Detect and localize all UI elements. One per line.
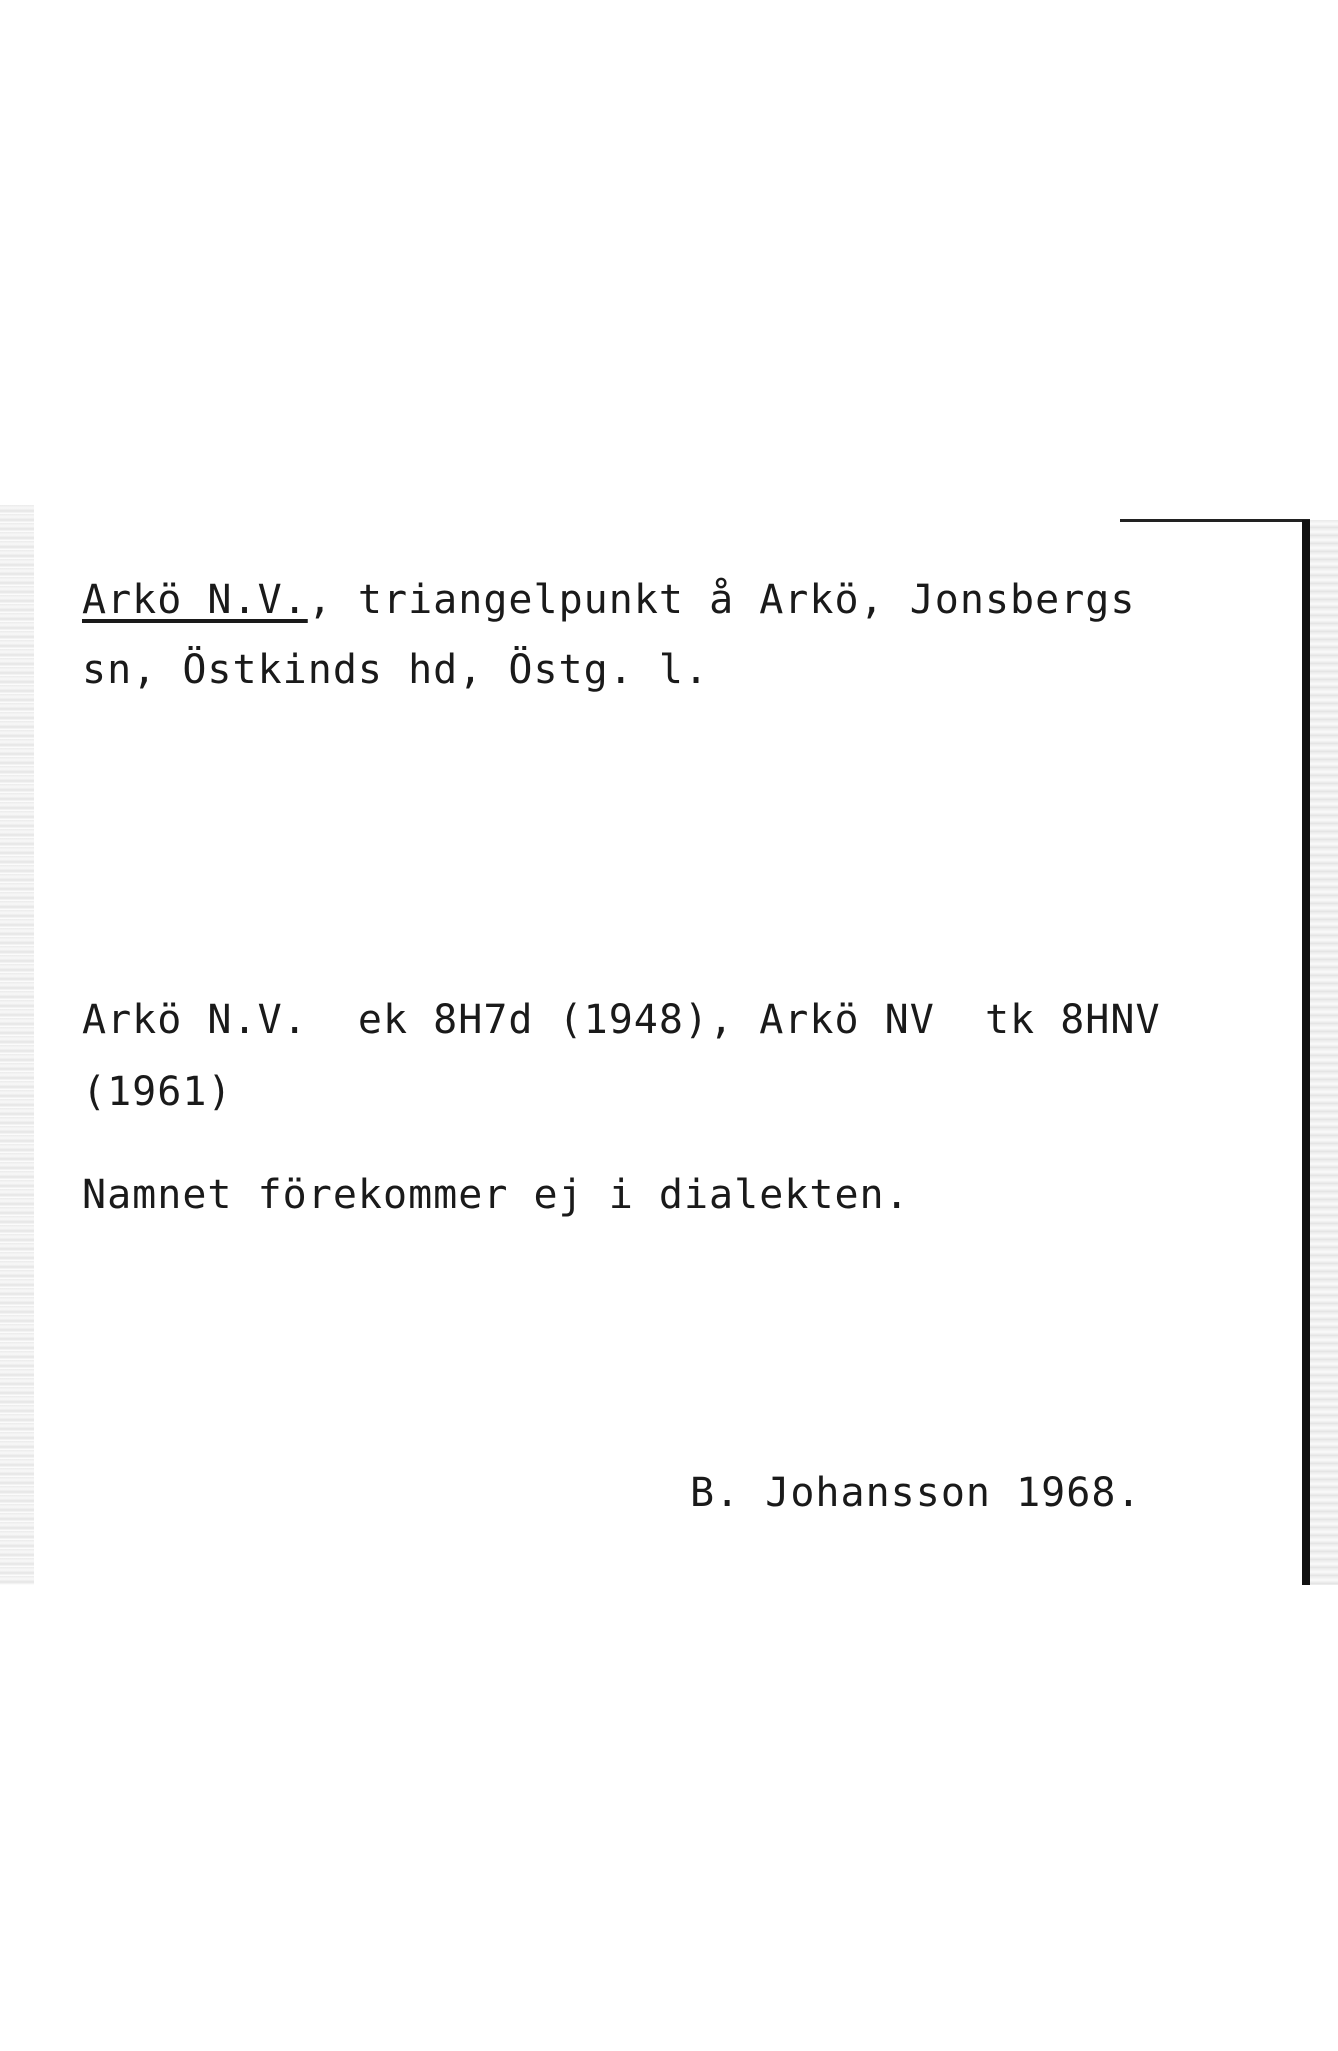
- scan-right-edge: [1310, 520, 1338, 1585]
- card-top-edge: [1120, 519, 1310, 522]
- card-heading-line: [82, 577, 1136, 623]
- dialect-note-line: Namnet förekommer ej i dialekten.: [82, 1172, 910, 1218]
- place-name: Arkö N.V.: [82, 577, 308, 623]
- signature-line: B. Johansson 1968.: [690, 1470, 1142, 1516]
- card-right-edge: [1302, 520, 1310, 1585]
- heading-description: , triangelpunkt å Arkö, Jonsbergs: [307, 577, 1136, 623]
- map-reference-line: Arkö N.V. ek 8H7d (1948), Arkö NV tk 8HNV: [82, 997, 1161, 1043]
- map-reference-year-line: (1961): [82, 1069, 233, 1115]
- location-line: sn, Östkinds hd, Östg. l.: [82, 647, 710, 693]
